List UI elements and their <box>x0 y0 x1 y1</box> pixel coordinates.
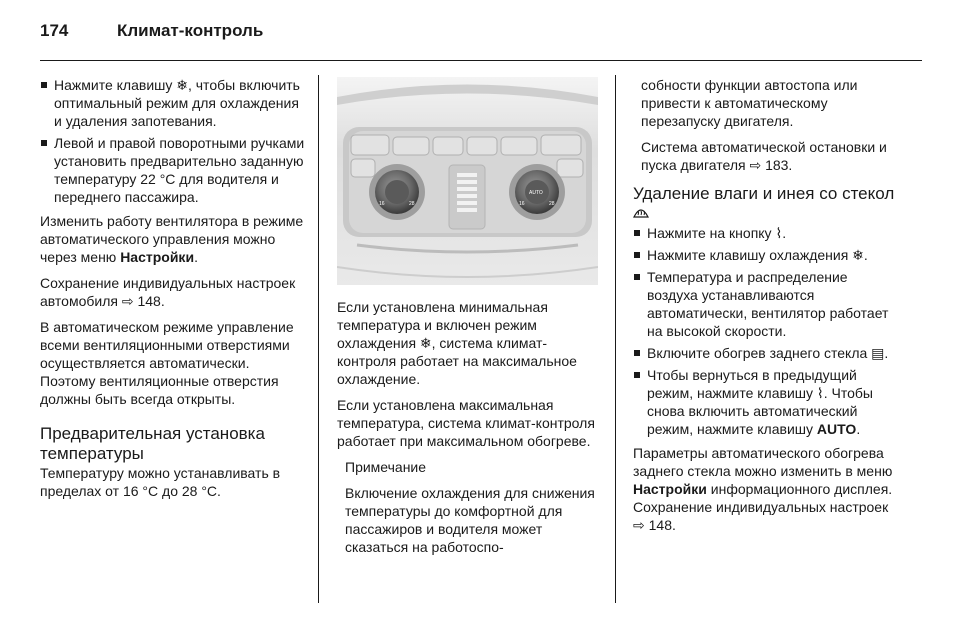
list-item: Температура и распределение воздуха устанавливаются автоматически, вентилятор работает на высокой скорости. <box>633 268 897 340</box>
windscreen-defrost-icon <box>633 205 649 219</box>
paragraph <box>633 444 897 534</box>
column-divider-2 <box>615 75 616 603</box>
note-text: Включение охлаждения для снижения температуры до комфортной для пассажиров и водителя может сказаться на работоспо- <box>345 485 595 555</box>
climate-control-panel-photo <box>337 77 598 285</box>
text: Изменить работу вентилятора в режиме автоматического управления можно через меню <box>40 213 304 265</box>
paragraph: собности функции автостопа или привести к автоматическому перезапуску двигателя. <box>641 77 858 129</box>
page-number: 174 <box>40 21 69 40</box>
paragraph: Если установлена минимальная температура и включен режим охлаждения ❄, система климат-контроля работает на максимальное охлаждение. <box>337 299 577 387</box>
header-divider <box>40 60 922 61</box>
list-item: Нажмите на кнопку ⌇. <box>633 224 897 242</box>
knob-left-28: 28 <box>409 201 415 207</box>
list-item: Включите обогрев заднего стекла ▤. <box>633 344 897 362</box>
paragraph: Система автоматической остановки и пуска двигателя ⇨ 183. <box>641 139 887 173</box>
knob-right-16: 16 <box>519 201 525 207</box>
list-item: Левой и правой поворотными ручками установить предварительно заданную температуру 22 °C для водителя и переднего пассажира. <box>40 134 306 206</box>
list-item <box>633 366 897 438</box>
paragraph: Температуру можно устанавливать в пределах от 16 °C до 28 °C. <box>40 465 281 499</box>
section-heading-text: Удаление влаги и инея со стекол <box>633 184 895 203</box>
list-item: Нажмите клавишу ❄, чтобы включить оптимальный режим для охлаждения и удаления запотевания. <box>40 76 306 130</box>
section-heading <box>633 184 897 224</box>
note-heading: Примечание <box>345 459 427 475</box>
text: информационного дисплея. Сохранение индивидуальных настроек ⇨ 148. <box>633 481 893 533</box>
paragraph: В автоматическом режиме управление всеми вентиляционными отверстиями осуществляется автоматически. Поэтому вентиляционные отверстия должны быть всегда открыты. <box>40 319 294 407</box>
menu-name: Настройки <box>633 481 707 497</box>
note-box <box>337 458 601 556</box>
list-item: Нажмите клавишу охлаждения ❄. <box>633 246 897 264</box>
column-2 <box>337 298 601 564</box>
section-heading: Предварительная установка температуры <box>40 424 265 463</box>
paragraph: Если установлена максимальная температура, система климат-контроля работает при максимальном обогреве. <box>337 397 595 449</box>
menu-name: Настройки <box>120 249 195 265</box>
paragraph <box>40 212 306 266</box>
paragraph: Сохранение индивидуальных настроек автомобиля ⇨ 148. <box>40 275 296 309</box>
knob-right-28: 28 <box>549 201 555 207</box>
auto-key-label: AUTO <box>816 421 857 437</box>
knob-left-16: 16 <box>379 201 385 207</box>
column-3 <box>633 76 897 542</box>
text: . <box>856 421 861 437</box>
knob-right-auto: AUTO <box>529 190 543 196</box>
column-1 <box>40 76 306 508</box>
column-divider-1 <box>318 75 319 603</box>
text: Параметры автоматического обогрева заднего стекла можно изменить в меню <box>633 445 893 479</box>
text: Чтобы вернуться в предыдущий режим, нажмите клавишу ⌇. Чтобы снова включить автоматический режим, нажмите клавишу <box>647 367 873 437</box>
page-title: Климат-контроль <box>117 21 264 40</box>
text: . <box>194 249 198 265</box>
